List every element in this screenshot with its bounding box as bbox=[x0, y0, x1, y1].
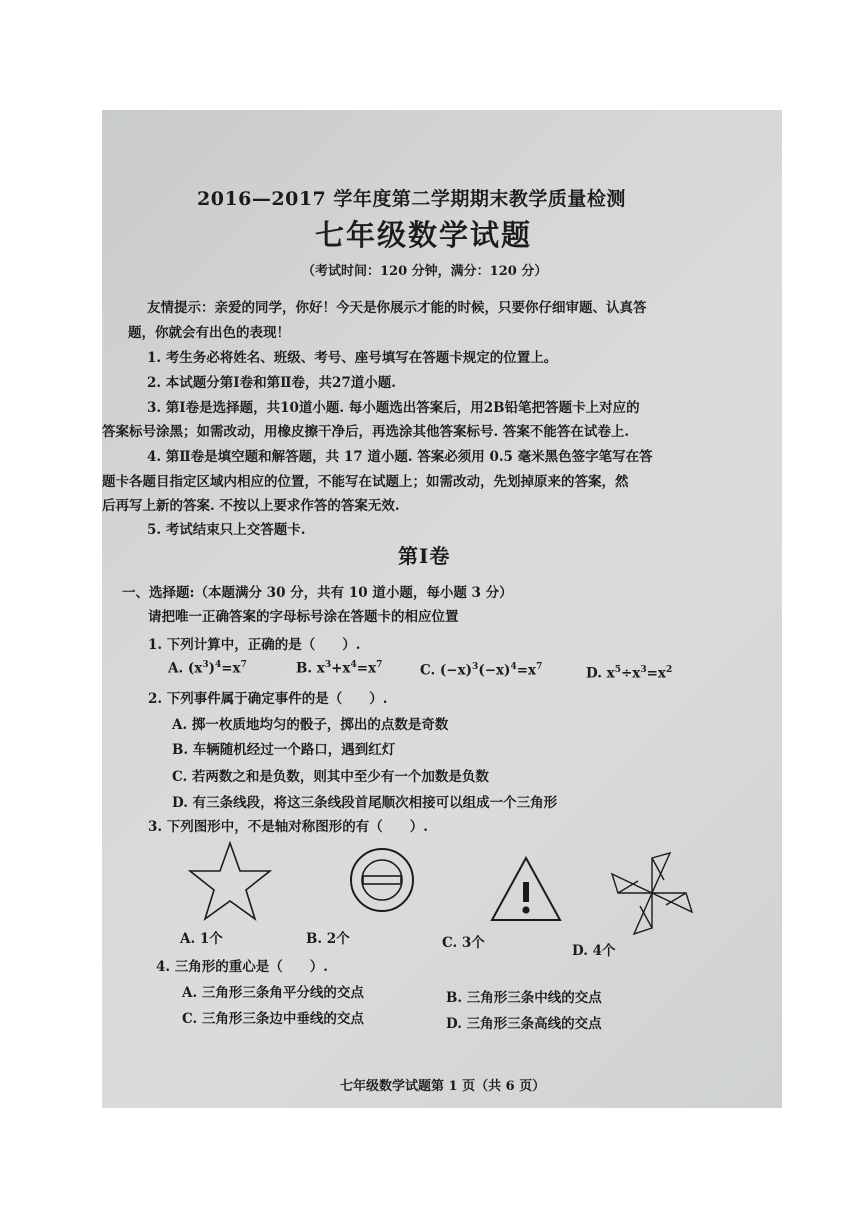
exam-time-score: （考试时间：120 分钟，满分：120 分） bbox=[302, 264, 548, 279]
pinwheel-icon bbox=[610, 850, 694, 936]
question-3-option-b: B. 2个 bbox=[306, 931, 350, 947]
question-2-option-b: B. 车辆随机经过一个路口，遇到红灯 bbox=[172, 742, 396, 758]
rule-3: 3. 第Ⅰ卷是选择题，共10道小题. 每小题选出答案后，用2B铅笔把答题卡上对应的 bbox=[147, 400, 640, 416]
question-2-option-d: D. 有三条线段，将这三条线段首尾顺次相接可以组成一个三角形 bbox=[172, 795, 558, 811]
question-1-stem: 1. 下列计算中，正确的是（ ）. bbox=[148, 637, 361, 653]
intro-line1: 友情提示：亲爱的同学，你好！今天是你展示才能的时候，只要你仔细审题、认真答 bbox=[147, 300, 647, 316]
rule-4: 4. 第Ⅱ卷是填空题和解答题，共 17 道小题. 答案必须用 0.5 毫米黑色签字笔写在答 bbox=[147, 449, 653, 465]
page-footer: 七年级数学试题第 1 页（共 6 页） bbox=[340, 1079, 546, 1094]
question-2-option-a: A. 掷一枚质地均匀的骰子，掷出的点数是奇数 bbox=[172, 717, 449, 733]
question-4-option-b: B. 三角形三条中线的交点 bbox=[446, 990, 602, 1006]
question-3-option-c: C. 3个 bbox=[442, 935, 485, 951]
exam-title-line1: 2016—2017 学年度第二学期期末教学质量检测 bbox=[197, 188, 626, 210]
rule-4-cont2: 后再写上新的答案. 不按以上要求作答的答案无效. bbox=[102, 498, 400, 514]
question-1-option-a: A. $(x^3)^4=x^7$ bbox=[168, 660, 247, 677]
question-3-option-a: A. 1个 bbox=[180, 931, 223, 947]
part1-instruction: 请把唯一正确答案的字母标号涂在答题卡的相应位置 bbox=[148, 609, 459, 625]
part1-heading: 一、选择题:（本题满分 30 分，共有 10 道小题，每小题 3 分） bbox=[122, 585, 513, 601]
question-1-option-d: D. $x^5\div x^3=x^2$ bbox=[586, 665, 673, 682]
star-icon bbox=[187, 840, 273, 922]
exam-title: 七年级数学试题 bbox=[315, 218, 533, 252]
question-2-option-c: C. 若两数之和是负数，则其中至少有一个加数是负数 bbox=[172, 769, 489, 785]
question-3-stem: 3. 下列图形中，不是轴对称图形的有（ ）. bbox=[148, 819, 428, 835]
rule-4-cont: 题卡各题目指定区域内相应的位置，不能写在试题上；如需改动，先划掉原来的答案，然 bbox=[102, 474, 629, 490]
rule-1: 1. 考生务必将姓名、班级、考号、座号填写在答题卡规定的位置上。 bbox=[147, 350, 558, 366]
warning-triangle-icon bbox=[490, 854, 562, 924]
question-1-option-b: B. $x^3+x^4=x^7$ bbox=[296, 660, 383, 677]
question-4-option-a: A. 三角形三条角平分线的交点 bbox=[182, 985, 364, 1001]
rule-3-cont: 答案标号涂黑；如需改动，用橡皮擦干净后，再选涂其他答案标号. 答案不能答在试卷上. bbox=[102, 424, 630, 440]
question-2-stem: 2. 下列事件属于确定事件的是（ ）. bbox=[148, 691, 388, 707]
question-3-option-d: D. 4个 bbox=[572, 943, 616, 959]
question-4-stem: 4. 三角形的重心是（ ）. bbox=[156, 959, 328, 975]
rule-2: 2. 本试题分第Ⅰ卷和第Ⅱ卷，共27道小题. bbox=[147, 375, 396, 391]
intro-line2: 题，你就会有出色的表现！ bbox=[128, 325, 290, 341]
section-title: 第Ⅰ卷 bbox=[398, 544, 451, 568]
question-4-option-c: C. 三角形三条边中垂线的交点 bbox=[182, 1011, 364, 1027]
no-entry-sign-icon bbox=[348, 846, 416, 914]
question-1-option-c: C. $(-x)^3(-x)^4=x^7$ bbox=[420, 662, 543, 679]
rule-5: 5. 考试结束只上交答题卡. bbox=[147, 522, 306, 538]
question-4-option-d: D. 三角形三条高线的交点 bbox=[446, 1016, 602, 1032]
exam-paper-page bbox=[102, 110, 782, 1108]
